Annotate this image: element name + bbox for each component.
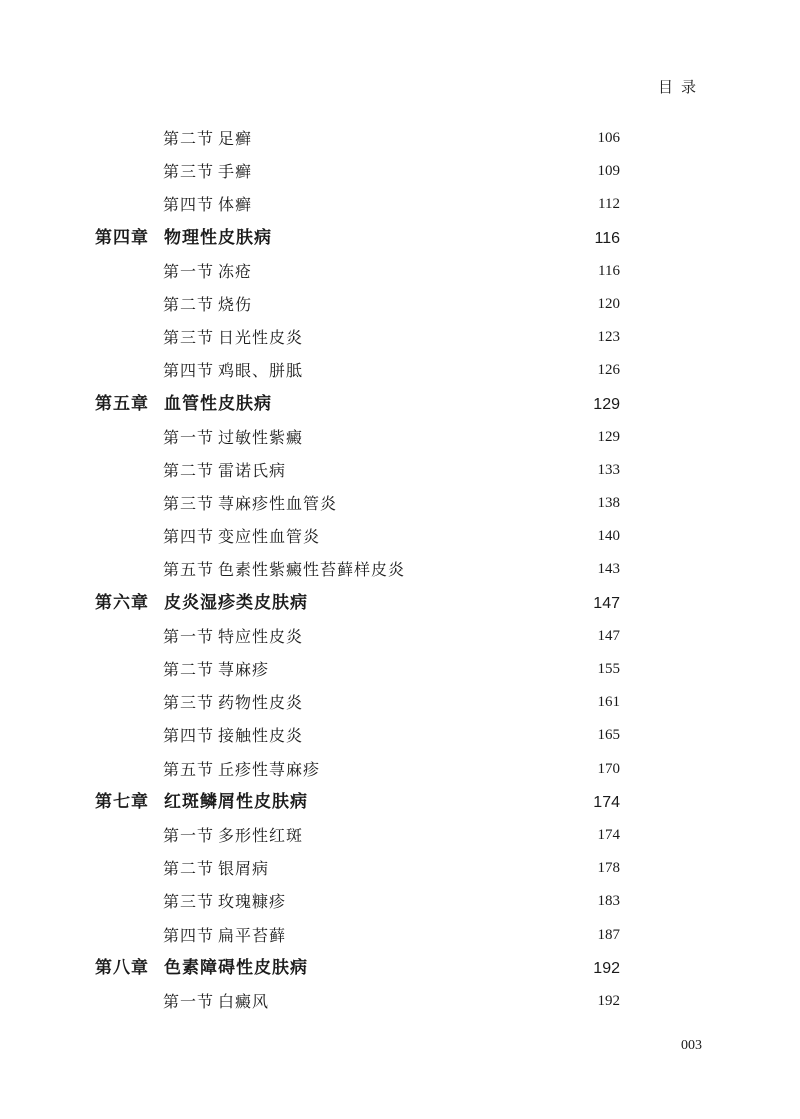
toc-section-row [0,288,800,321]
toc-page-number: 147 [597,627,620,644]
toc-section-row [0,421,800,454]
section-title: 雷诺氏病 [218,460,287,480]
toc-chapter-row [0,587,800,620]
toc-chapter-row [0,222,800,255]
section-number: 第四节 [163,361,215,381]
section-number: 第五节 [163,759,215,779]
section-number: 第一节 [163,261,215,281]
section-title: 丘疹性荨麻疹 [218,759,321,779]
section-number: 第三节 [163,693,215,713]
toc-page-number: 116 [598,262,620,279]
toc-page-number: 129 [597,428,620,445]
toc-page-number: 174 [597,826,620,843]
section-title: 日光性皮炎 [218,328,304,348]
section-title: 接触性皮炎 [218,726,304,746]
section-title: 多形性红斑 [218,825,304,845]
running-head-title: 目录 [657,78,704,96]
toc-page-number: 170 [597,760,620,777]
chapter-title: 红斑鳞屑性皮肤病 [164,791,308,812]
toc-section-row [0,686,800,719]
toc-page-number: 143 [597,561,620,578]
toc-page-number: 192 [593,959,620,977]
toc-chapter-row [0,786,800,819]
toc-page-number: 140 [597,528,620,545]
section-number: 第四节 [163,925,215,945]
toc-page-number: 126 [597,362,620,379]
section-number: 第二节 [163,660,215,679]
chapter-title: 色素障碍性皮肤病 [164,957,308,978]
toc-page-number: 187 [597,926,620,943]
toc-section-row [0,188,800,221]
toc-section-row [0,653,800,686]
section-number: 第二节 [163,129,215,148]
section-number: 第三节 [163,892,215,912]
chapter-title: 皮炎湿疹类皮肤病 [164,592,308,613]
toc-section-row [0,919,800,952]
toc-page-number: 192 [597,992,620,1009]
toc-page-number: 112 [598,196,620,213]
toc-section-row [0,819,800,852]
section-title: 药物性皮炎 [218,693,304,713]
toc-page-number: 165 [597,727,620,744]
toc-page-number: 138 [597,495,620,512]
section-title: 扁平苔藓 [218,925,287,945]
toc-page-number: 109 [597,163,620,180]
toc-section-row [0,719,800,752]
toc-page-number: 155 [597,661,620,677]
section-title: 特应性皮炎 [218,626,304,646]
toc-section-row [0,487,800,520]
toc-page-number: 123 [597,329,620,346]
section-number: 第五节 [163,560,215,580]
chapter-number: 第七章 [95,791,149,812]
section-number: 第二节 [163,460,215,480]
section-title: 银屑病 [218,859,270,879]
toc-section-row [0,122,800,155]
section-number: 第一节 [163,626,215,646]
section-number: 第四节 [163,195,215,215]
toc-section-row [0,885,800,918]
section-title: 玫瑰糠疹 [218,892,287,912]
toc-page-number: 178 [597,860,620,877]
toc-page-number: 133 [597,461,620,478]
section-title: 白癜风 [218,991,270,1011]
section-title: 鸡眼、胼胝 [218,361,304,381]
chapter-number: 第五章 [95,393,149,414]
toc-page-number: 183 [597,893,620,910]
section-title: 荨麻疹性血管炎 [218,494,338,514]
section-number: 第四节 [163,527,215,547]
toc-page-number: 129 [593,395,620,413]
toc-page-number: 106 [597,130,620,146]
toc-section-row [0,753,800,786]
section-number: 第二节 [163,294,215,314]
chapter-number: 第四章 [95,227,149,248]
toc-chapter-row [0,952,800,985]
toc-page-number: 161 [597,694,620,711]
section-number: 第二节 [163,859,215,879]
section-title: 体癣 [218,195,253,215]
toc-page-number: 147 [593,594,620,612]
section-number: 第一节 [163,825,215,845]
toc-section-row [0,155,800,188]
chapter-title: 物理性皮肤病 [164,227,272,248]
chapter-number: 第六章 [95,592,149,613]
section-title: 过敏性紫癜 [218,427,304,447]
section-number: 第三节 [163,328,215,348]
section-number: 第三节 [163,162,215,182]
toc-section-row [0,454,800,487]
toc-section-row [0,255,800,288]
toc-section-row [0,321,800,354]
toc-section-row [0,985,800,1018]
section-number: 第三节 [163,494,215,514]
toc-section-row [0,852,800,885]
section-title: 荨麻疹 [218,660,270,679]
section-title: 变应性血管炎 [218,527,321,547]
section-title: 手癣 [218,162,253,182]
page-number: 003 [681,1038,702,1053]
section-title: 烧伤 [218,294,253,314]
section-number: 第四节 [163,726,215,746]
toc-section-row [0,553,800,586]
toc-page-number: 120 [597,295,620,312]
toc-page-number: 174 [593,793,620,811]
toc-section-row [0,620,800,653]
section-number: 第一节 [163,991,215,1011]
section-title: 冻疮 [218,261,253,281]
toc-section-row [0,354,800,387]
chapter-number: 第八章 [95,957,149,978]
toc-section-row [0,520,800,553]
toc-chapter-row [0,388,800,421]
chapter-title: 血管性皮肤病 [164,393,272,414]
table-of-contents [0,122,800,1018]
section-title: 足癣 [218,129,253,148]
section-title: 色素性紫癜性苔藓样皮炎 [218,560,406,580]
section-number: 第一节 [163,427,215,447]
toc-page-number: 116 [594,229,620,247]
